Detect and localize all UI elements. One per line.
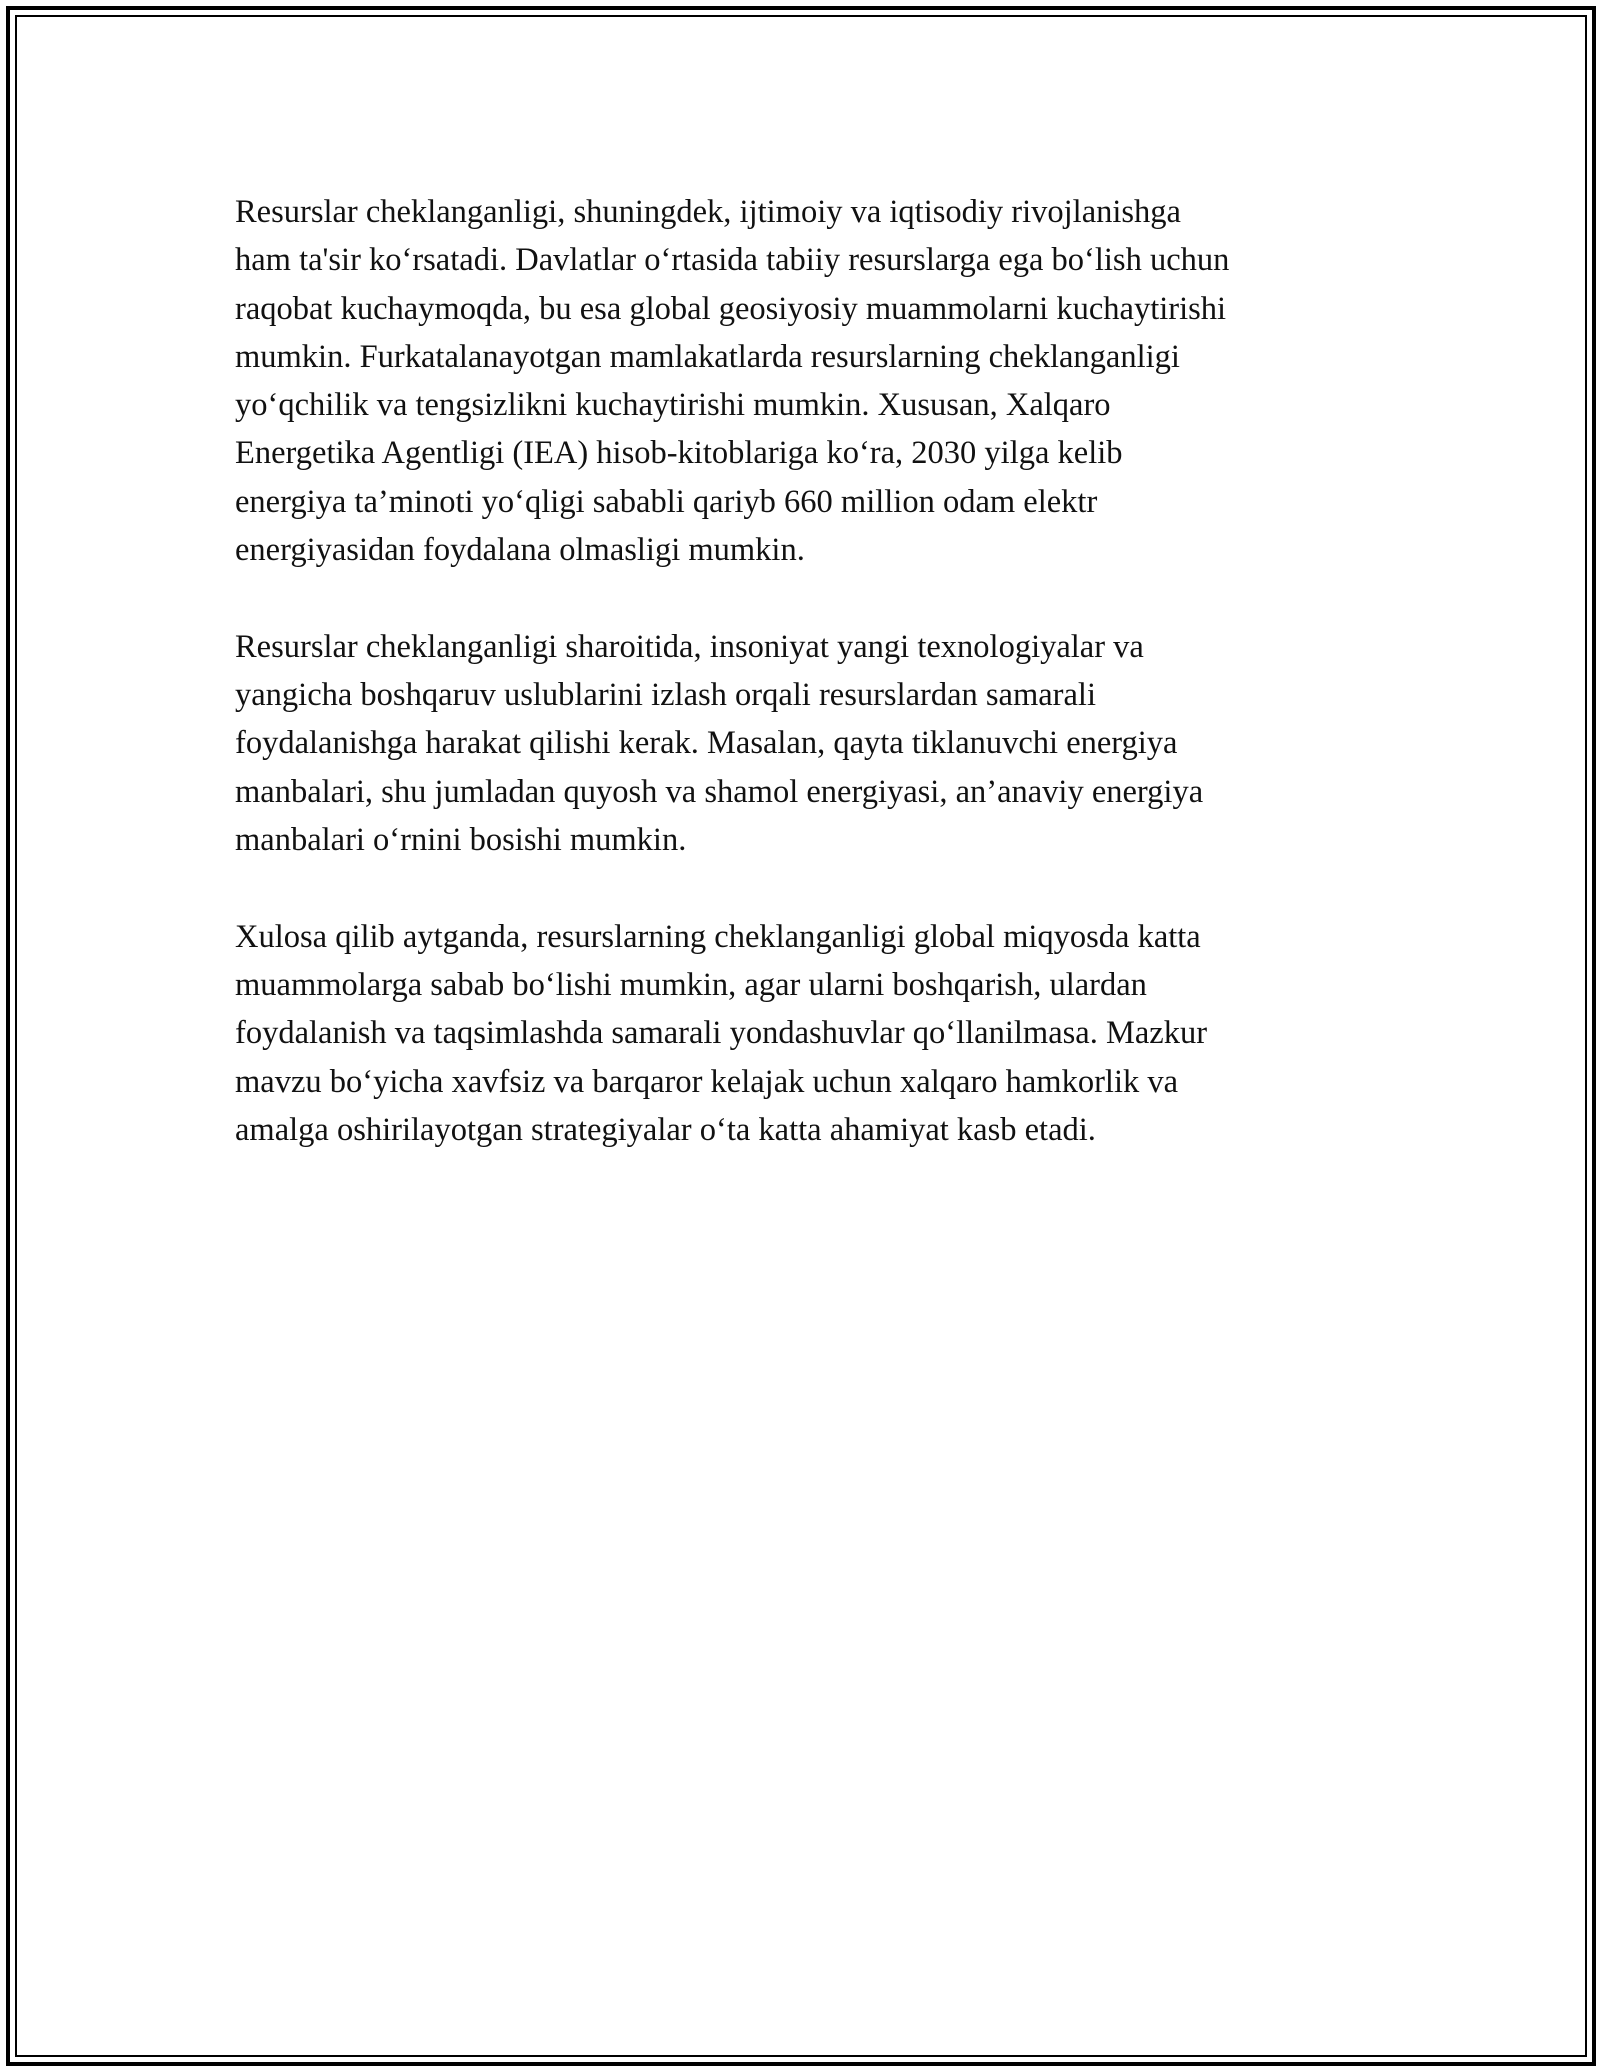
text-line: yangicha boshqaruv uslublarini izlash orqali resurslardan samarali: [235, 677, 1096, 714]
document-body: [235, 188, 1395, 1203]
text-line: foydalanishga harakat qilishi kerak. Masalan, qayta tiklanuvchi energiya: [235, 725, 1178, 762]
text-line: manbalari, shu jumladan quyosh va shamol energiyasi, an’anaviy energiya: [235, 773, 1204, 810]
text-line: Energetika Agentligi (IEA) hisob-kitoblariga ko‘ra, 2030 yilga kelib: [235, 435, 1123, 472]
text-line: foydalanish va taqsimlashda samarali yondashuvlar qo‘llanilmasa. Mazkur: [235, 1015, 1208, 1052]
paragraph-3: [235, 913, 1395, 1154]
text-line: ham ta'sir ko‘rsatadi. Davlatlar o‘rtasida tabiiy resurslarga ega bo‘lish uchun: [235, 242, 1230, 279]
text-line: muammolarga sabab bo‘lishi mumkin, agar ularni boshqarish, ulardan: [235, 967, 1147, 1004]
text-line: mavzu bo‘yicha xavfsiz va barqaror kelajak uchun xalqaro hamkorlik va: [235, 1063, 1179, 1100]
text-line: Resurslar cheklanganligi, shuningdek, ijtimoiy va iqtisodiy rivojlanishga: [235, 194, 1181, 230]
paragraph-1: [235, 188, 1395, 574]
text-line: energiyasidan foydalana olmasligi mumkin.: [235, 532, 805, 569]
text-line: raqobat kuchaymoqda, bu esa global geosiyosiy muammolarni kuchaytirishi: [235, 290, 1227, 327]
text-line: amalga oshirilayotgan strategiyalar o‘ta katta ahamiyat kasb etadi.: [235, 1112, 1096, 1149]
text-line: mumkin. Furkatalanayotgan mamlakatlarda resurslarning cheklanganligi: [235, 338, 1180, 375]
text-line: Xulosa qilib aytganda, resurslarning cheklanganligi global miqyosda katta: [235, 918, 1201, 955]
text-line: energiya ta’minoti yo‘qligi sababli qariyb 660 million odam elektr: [235, 483, 1098, 520]
text-line: yo‘qchilik va tengsizlikni kuchaytirishi mumkin. Xususan, Xalqaro: [235, 387, 1111, 424]
text-line: Resurslar cheklanganligi sharoitida, insoniyat yangi texnologiyalar va: [235, 628, 1144, 665]
text-line: manbalari o‘rnini bosishi mumkin.: [235, 822, 687, 859]
paragraph-2: [235, 623, 1395, 864]
